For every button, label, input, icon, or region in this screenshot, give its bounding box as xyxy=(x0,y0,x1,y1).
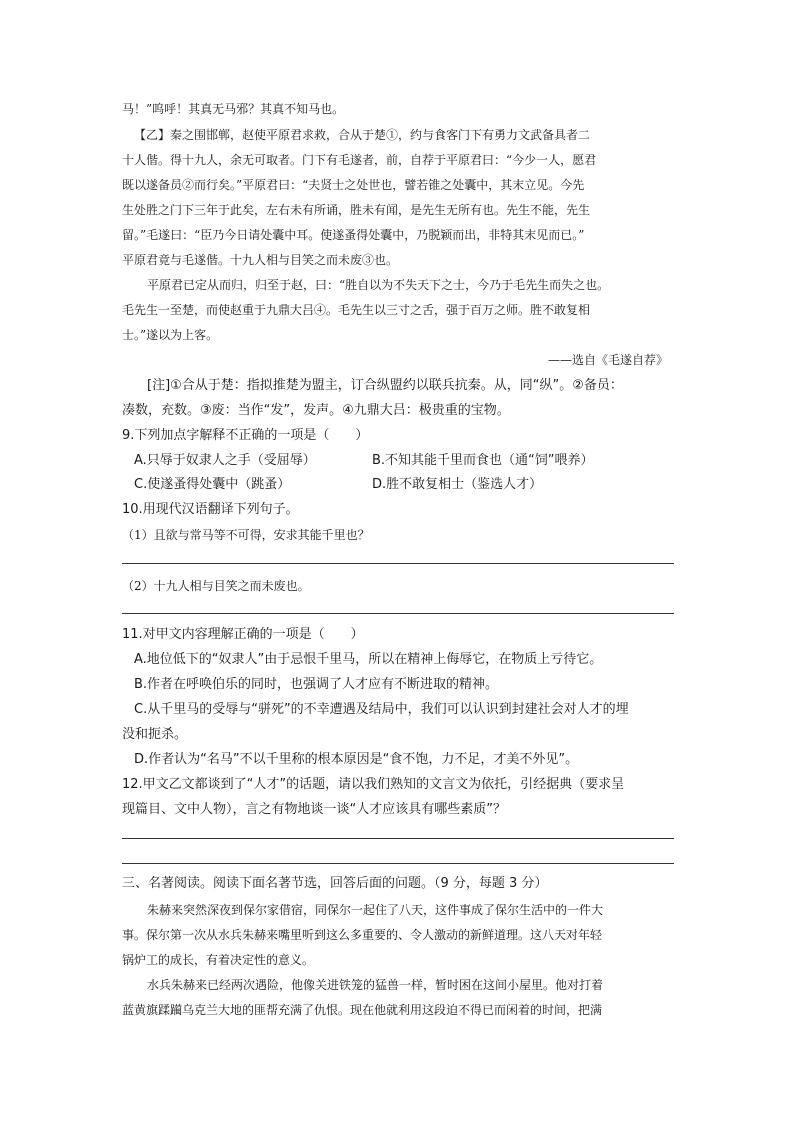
question-11-option-a: A.地位低下的“奴隶人”由于忌恨千里马，所以在精神上侮辱它，在物质上亏待它。 xyxy=(134,652,603,667)
novel-excerpt-line: 蓝黄旗蹂躏乌克兰大地的匪帮充满了仇恨。现在他就利用这段迫不得已而闲着的时间，把满 xyxy=(122,1003,603,1017)
question-12-cont: 现篇目、文中人物），言之有物地谈一谈“人才应该具有哪些素质”？ xyxy=(122,802,506,817)
section-3-heading: 三、名著阅读。阅读下面名著节选，回答后面的问题。（9 分，每题 3 分） xyxy=(122,876,548,891)
question-11: 11.对甲文内容理解正确的一项是（ ） xyxy=(122,627,364,642)
question-10: 10.用现代汉语翻译下列句子。 xyxy=(122,502,299,517)
novel-excerpt-line: 事。保尔第一次从水兵朱赫来嘴里听到这么多重要的、令人激动的新鲜道理。这八天对年轻 xyxy=(122,928,603,942)
question-9: 9.下列加点字解释不正确的一项是（ ） xyxy=(122,428,369,443)
novel-excerpt-line: 水兵朱赫来已经两次遇险，他像关进铁笼的猛兽一样，暂时困在这间小屋里。他对打着 xyxy=(147,978,604,992)
question-9-option-d: D.胜不敢复相士（鉴选人才） xyxy=(372,477,543,492)
question-9-option-b: B.不知其能千里而食也（通“饲”喂养） xyxy=(372,453,594,468)
question-10-item-2: （2）十九人相与目笑之而未废也。 xyxy=(122,579,310,593)
question-11-option-c-cont: 没和扼杀。 xyxy=(122,727,188,742)
novel-excerpt-line: 锅炉工的成长，有着决定性的意义。 xyxy=(122,953,315,967)
question-11-option-b: B.作者在呼唤伯乐的同时，也强调了人才应有不断进取的精神。 xyxy=(134,677,499,692)
question-10-item-1: （1）且欲与常马等不可得，安求其能千里也？ xyxy=(122,528,370,542)
passage-yi-line: 毛先生一至楚，而使赵重于九鼎大吕④。毛先生以三寸之舌，强于百万之师。胜不敢复相 xyxy=(122,303,591,317)
answer-line xyxy=(122,838,674,839)
passage-yi-line: 【乙】秦之围邯郸，赵使平原君求救，合从于楚①，约与食客门下有勇力文武备具者二 xyxy=(134,128,591,142)
source-citation: ——选自《毛遂自荐》 xyxy=(547,353,668,367)
passage-yi-line: 平原君竟与毛遂偕。十九人相与目笑之而未废③也。 xyxy=(122,253,399,267)
passage-yi-line: 留。”毛遂曰：“臣乃今日请处囊中耳。使遂蚤得处囊中，乃脱颖而出，非特其末见而已。” xyxy=(122,228,585,242)
question-11-option-c: C.从千里马的受辱与“骈死”的不幸遭遇及结局中，我们可以认识到封建社会对人才的埋 xyxy=(134,702,629,717)
passage-yi-line: 既以遂备员②而行矣。”平原君曰：“夫贤士之处世也，譬若锥之处囊中，其末立见。今先 xyxy=(122,178,585,192)
answer-line xyxy=(122,613,674,614)
passage-yi-line: 平原君已定从而归，归至于赵，曰：“胜自以为不失天下之士，今乃于毛先生而失之也。 xyxy=(147,278,610,292)
answer-line xyxy=(122,563,674,564)
passage-yi-line: 十人偕。得十九人，余无可取者。门下有毛遂者，前，自荐于平原君曰：“今少一人，愿君 xyxy=(122,153,597,167)
passage-yi-line: 士。”遂以为上客。 xyxy=(122,328,219,342)
answer-line xyxy=(122,863,674,864)
passage-jia-ending: 马！”呜呼！其真无马邪？其真不知马也。 xyxy=(122,102,345,116)
annotation-note: 凑数，充数。③废：当作“发”，发声。④九鼎大吕：极贵重的宝物。 xyxy=(122,403,510,418)
passage-yi-line: 生处胜之门下三年于此矣，左右未有所诵，胜未有闻，是先生无所有也。先生不能，先生 xyxy=(122,203,591,217)
question-11-option-d: D.作者认为“名马”不以千里称的根本原因是“食不饱，力不足，才美不外见”。 xyxy=(134,752,579,767)
question-12: 12.甲文乙文都谈到了“人才”的话题，请以我们熟知的文言文为依托，引经据典（要求呈 xyxy=(122,777,625,792)
novel-excerpt-line: 朱赫来突然深夜到保尔家借宿，同保尔一起住了八天，这件事成了保尔生活中的一件大 xyxy=(147,903,604,917)
question-9-option-a: A.只辱于奴隶人之手（受屈辱） xyxy=(134,453,316,468)
annotation-note: [注]①合从于楚：指拟推楚为盟主，订合纵盟约以联兵抗秦。从，同“纵”。②备员： xyxy=(147,378,623,393)
question-9-option-c: C.使遂蚤得处囊中（跳蚤） xyxy=(134,477,291,492)
